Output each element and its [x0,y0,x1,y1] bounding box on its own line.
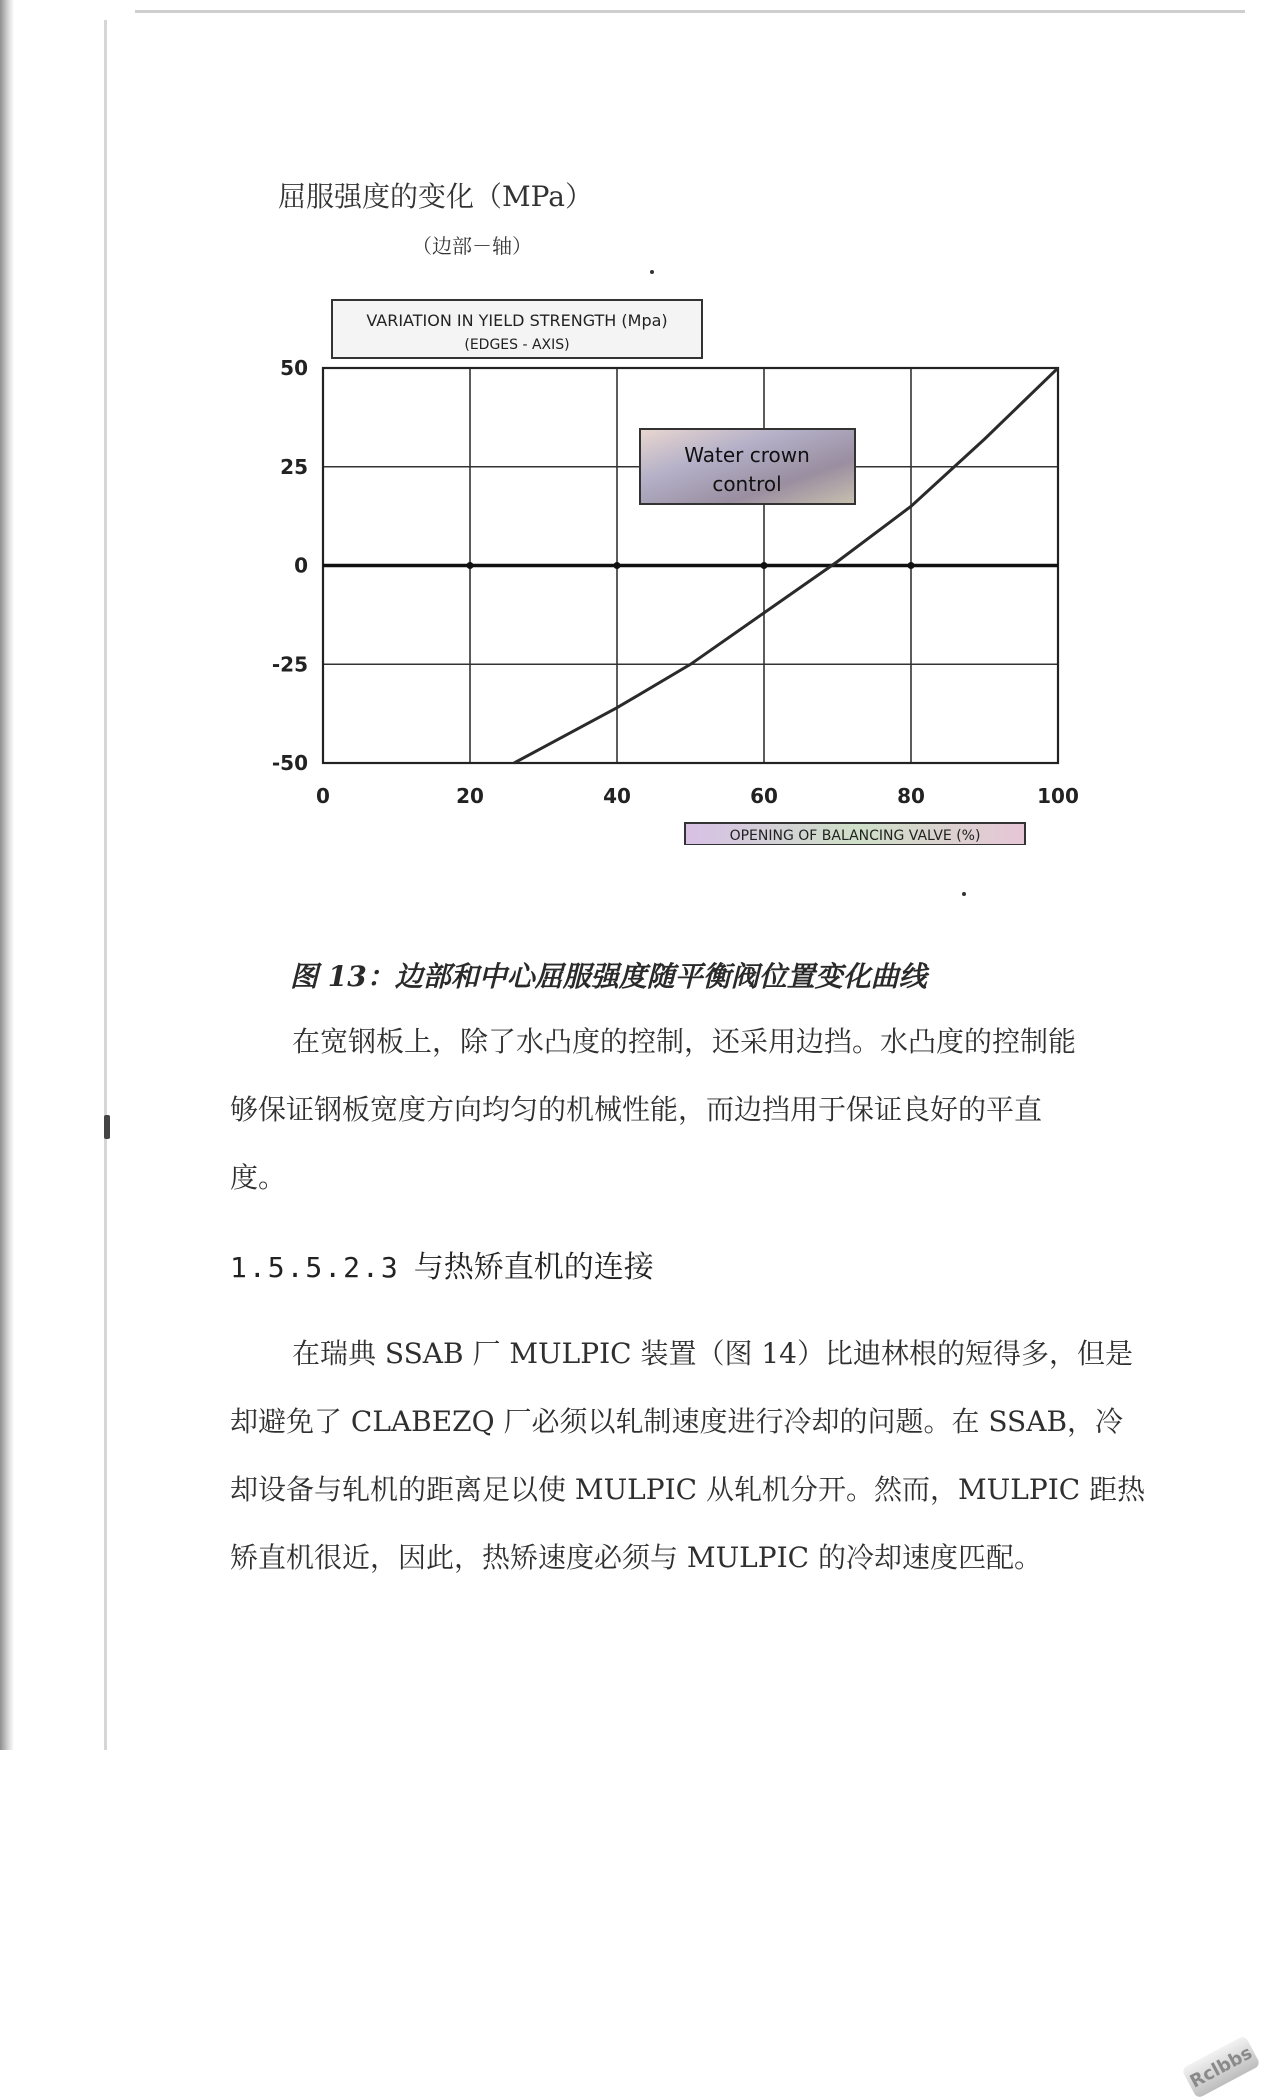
chart-caption-chinese: 屈服强度的变化（MPa） [278,180,593,213]
tick-labels [272,356,1079,808]
yield-strength-chart [260,285,1080,845]
section-heading [230,1242,654,1286]
x-tick-label: 0 [316,784,330,808]
zero-line-marker [614,562,621,569]
zero-line-marker [761,562,768,569]
paragraph-line: 在瑞典 SSAB 厂 MULPIC 装置（图 14）比迪林根的短得多，但是 [292,1337,1133,1370]
top-rule [135,10,1245,13]
page-gutter-line [104,20,107,1750]
x-axis-label-box [685,823,1025,845]
annotation-line-1: Water crown [684,443,810,467]
annotation-line-2: control [712,472,782,496]
x-tick-label: 60 [750,784,778,808]
scan-speck [962,892,966,896]
y-tick-label: 0 [294,553,308,578]
x-tick-label: 80 [897,784,925,808]
paragraph-line: 却避免了 CLABEZQ 厂必须以轧制速度进行冷却的问题。在 SSAB，冷 [230,1405,1124,1438]
chart-axes [323,368,1058,763]
section-title: 与热矫直机的连接 [413,1250,654,1285]
chart-title-line-1: VARIATION IN YIELD STRENGTH (Mpa) [366,311,668,330]
annotation-box [640,429,855,504]
paragraph-line: 度。 [230,1161,287,1194]
y-tick-label: 25 [280,454,308,479]
figure-caption: 图 13：边部和中心屈服强度随平衡阀位置变化曲线 [290,960,927,993]
y-tick-label: -25 [271,652,308,677]
paragraph-line: 在宽钢板上，除了水凸度的控制，还采用边挡。水凸度的控制能 [292,1025,1077,1058]
x-tick-label: 40 [603,784,631,808]
binding-mark [104,1115,110,1139]
x-tick-label: 20 [456,784,484,808]
zero-line-marker [467,562,474,569]
y-tick-label: 50 [280,356,308,380]
x-tick-label: 100 [1037,784,1079,808]
site-watermark-logo: Rclbbs [1181,2035,1261,2099]
paragraph-line: 够保证钢板宽度方向均匀的机械性能，而边挡用于保证良好的平直 [230,1093,1043,1126]
scan-edge-shadow [0,0,14,1750]
paragraph-2 [230,1320,1146,1592]
y-tick-label: -50 [271,751,308,775]
section-number: 1.5.5.2.3 [230,1251,400,1284]
paragraph-1 [230,1008,1110,1212]
paragraph-line: 矫直机很近，因此，热矫速度必须与 MULPIC 的冷却速度匹配。 [230,1541,1042,1574]
zero-line-marker [908,562,915,569]
chart-title-line-2: (EDGES - AXIS) [464,337,570,353]
chart-subcaption-chinese: （边部－轴） [412,234,532,258]
x-axis-label: OPENING OF BALANCING VALVE (%) [729,828,981,844]
paragraph-line: 却设备与轧机的距离足以使 MULPIC 从轧机分开。然而，MULPIC 距热 [230,1473,1146,1506]
chart-title-box [332,300,702,358]
scan-speck [650,270,654,274]
